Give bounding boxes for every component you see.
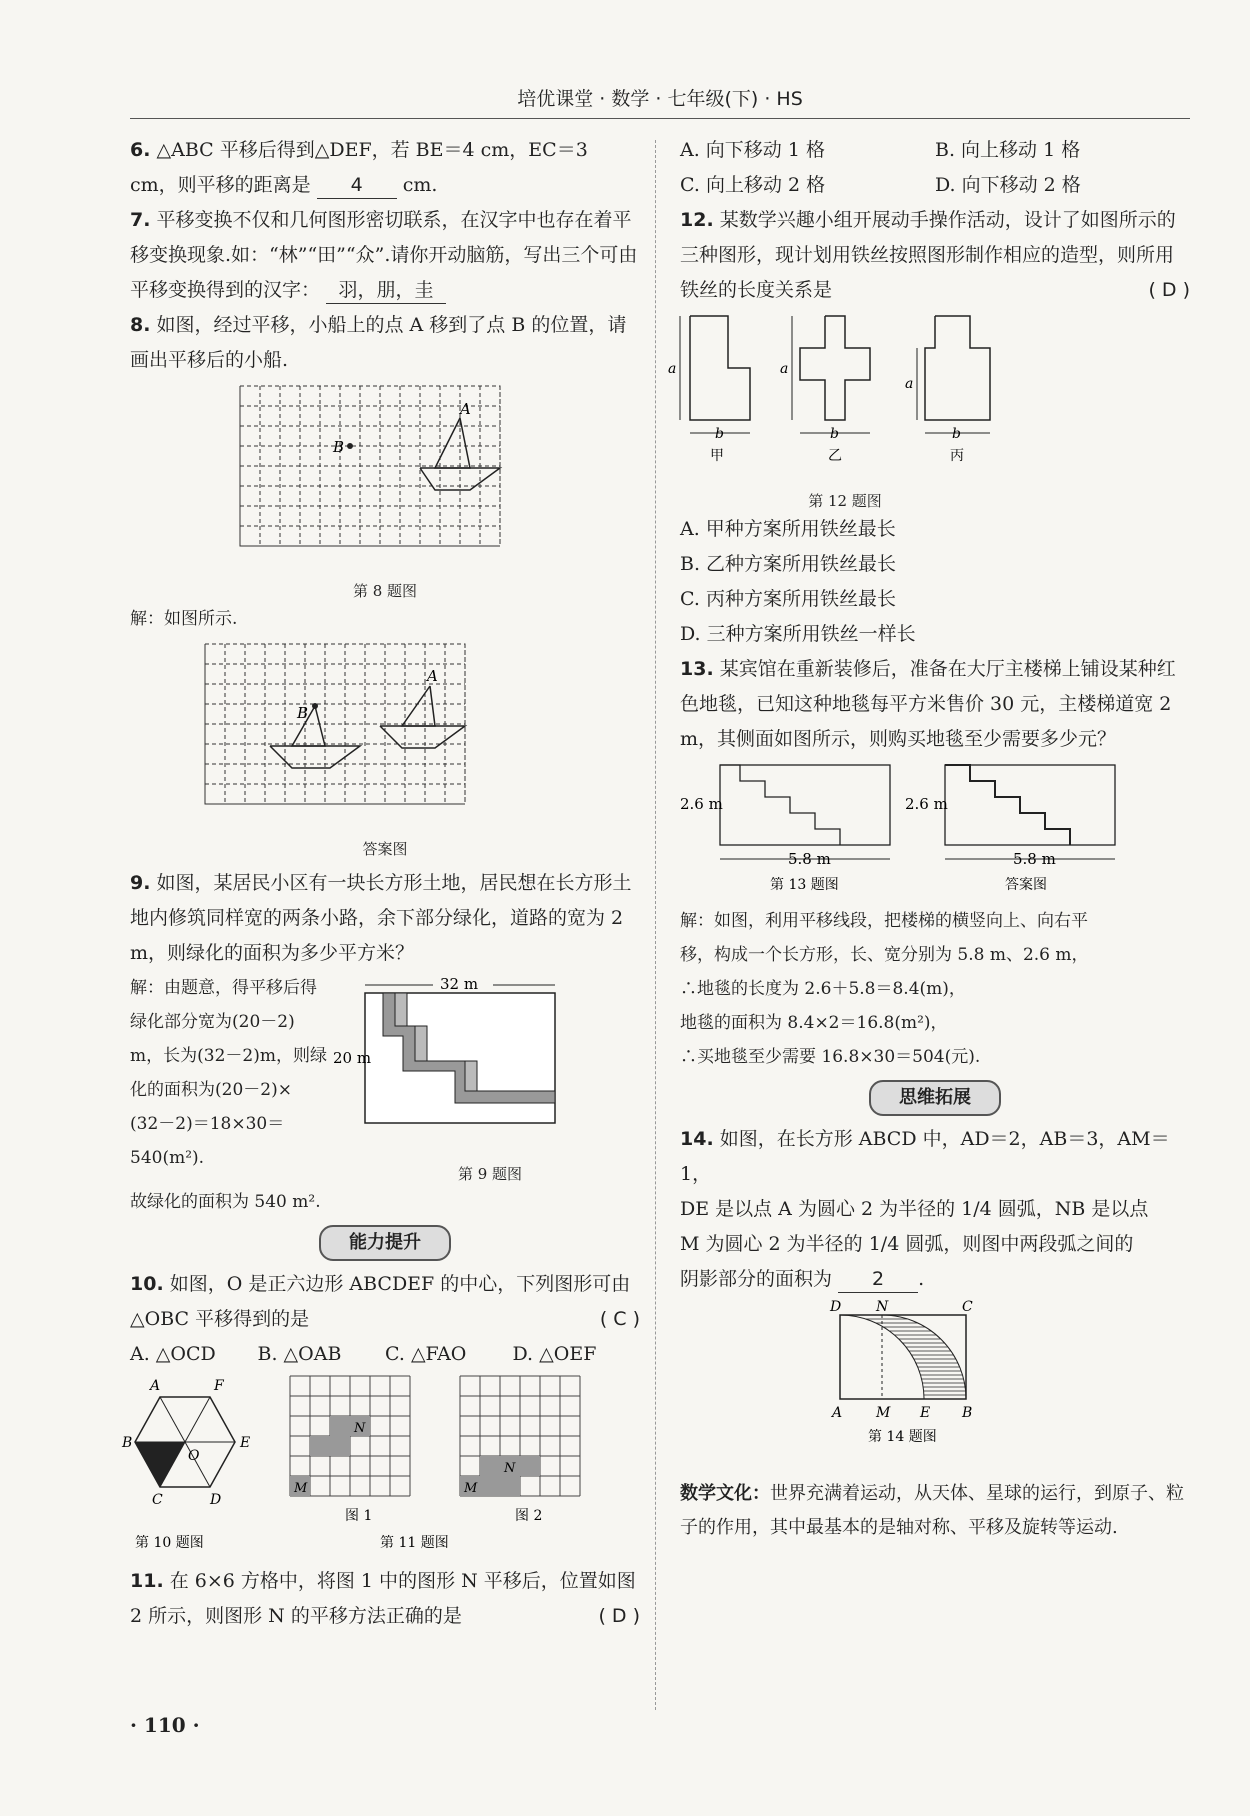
q7-text: 平移变换不仅和几何图形密切联系，在汉字中也存在着平移变换现象.如：“林”“田”“众”.请你开动脑筋，写出三个可由平移变换得到的汉字： <box>130 209 638 301</box>
q13-answer-width: 5.8 m <box>1013 850 1056 868</box>
q12-text: 某数学兴趣小组开展动手操作活动，设计了如图所示的三种图形，现计划用铁丝按照图形制作相应的造型，则所用铁丝的长度关系是 <box>680 209 1176 301</box>
q10-answer: ( C ) <box>599 1308 640 1330</box>
q6-answer: 4 <box>317 172 397 199</box>
fig1-label-m: M <box>294 1481 308 1496</box>
q8-caption: 第 8 题图 <box>352 582 418 600</box>
question-14: 14. 如图，在长方形 ABCD 中，AD＝2，AB＝3，AM＝1， DE 是以点 A 为圆心 2 为半径的 1/4 圆弧，NB 是以点 M 为圆心 2 为半径的 1/4 圆弧，则图中两段弧之间的 阴影部分的面积为 2 . <box>680 1122 1190 1297</box>
q14-answer: 2 <box>838 1266 918 1293</box>
hexagon-figure <box>121 1378 250 1508</box>
fig2-label-m: M <box>464 1481 478 1496</box>
q14-number: 14. <box>680 1128 714 1150</box>
math-culture <box>680 1477 1190 1545</box>
q10-q11-figures <box>122 1372 640 1552</box>
culture-text: 世界充满着运动，从天体、星球的运行，到原子、粒子的作用，其中最基本的是轴对称、平移及旋转等运动. <box>680 1483 1184 1538</box>
q11-choice: D. 向下移动 2 格 <box>935 174 1081 196</box>
q6-number: 6. <box>130 139 151 161</box>
page-header <box>130 82 1190 119</box>
hex-label-o: O <box>188 1448 200 1464</box>
q14-caption: 第 14 题图 <box>868 1429 937 1445</box>
q9-sol-line: 绿化部分宽为(20－2) <box>130 1012 295 1032</box>
column-divider <box>655 140 656 1710</box>
q9-caption: 第 9 题图 <box>457 1165 523 1183</box>
q9-sol-line: 化的面积为(20－2)× <box>130 1080 292 1100</box>
question-12 <box>680 203 1190 308</box>
q12-answer: ( D ) <box>1148 279 1190 301</box>
question-7 <box>130 203 640 308</box>
ability-banner: 能力提升 <box>319 1225 451 1261</box>
label-b: B <box>333 438 345 456</box>
answer-label-b: B <box>297 704 309 722</box>
question-13 <box>680 652 1190 757</box>
fig2-label: 图 2 <box>515 1508 543 1524</box>
fig1-label-n: N <box>354 1421 366 1436</box>
q11-text: 在 6×6 方格中，将图 1 中的图形 N 平移后，位置如图 2 所示，则图形 N 的平移方法正确的是 <box>130 1570 636 1627</box>
q8-solution: 解：如图所示. <box>130 609 238 629</box>
q13-width: 5.8 m <box>788 850 831 868</box>
q14-text-3: M 为圆心 2 为半径的 1/4 圆弧，则图中两段弧之间的 <box>680 1233 1134 1255</box>
q6-text: △ABC 平移后得到△DEF，若 BE＝4 cm，EC＝3 cm，则平移的距离是 <box>130 139 588 196</box>
q10-choice: C. △FAO <box>385 1343 467 1365</box>
label-bing: 丙 <box>950 448 964 464</box>
q13-answer-caption: 答案图 <box>1005 877 1047 893</box>
q10-choice: D. △OEF <box>512 1343 597 1365</box>
thinking-banner: 思维拓展 <box>869 1080 1001 1116</box>
question-9 <box>130 866 640 971</box>
q14-label-n: N <box>876 1299 889 1315</box>
q9-conclusion: 故绿化的面积为 540 m². <box>130 1192 321 1212</box>
q14-text-4: 阴影部分的面积为 <box>680 1268 833 1290</box>
q8-answer-figure <box>130 636 640 826</box>
label-a-1: a <box>668 361 677 377</box>
q11-choice: C. 向上移动 2 格 <box>680 174 826 196</box>
q14-figure <box>680 1297 1190 1447</box>
label-b-1: b <box>715 426 724 442</box>
q10-choices <box>130 1337 640 1372</box>
q9-sol-line: (32－2)＝18×30＝ <box>130 1114 285 1134</box>
q12-choice: A. 甲种方案所用铁丝最长 <box>680 518 896 540</box>
hex-label-a: A <box>150 1378 161 1394</box>
q14-label-a: A <box>832 1405 843 1421</box>
q11-answer: ( D ) <box>598 1605 640 1627</box>
q11-choice: B. 向上移动 1 格 <box>935 139 1081 161</box>
q9-text: 如图，某居民小区有一块长方形土地，居民想在长方形土地内修筑同样宽的两条小路，余下部分绿化，道路的宽为 2 m，则绿化的面积为多少平方米？ <box>130 872 632 964</box>
q14-label-b: B <box>962 1405 973 1421</box>
q6-unit: cm. <box>402 174 438 196</box>
culture-title: 数学文化： <box>680 1483 770 1504</box>
question-6 <box>130 133 640 203</box>
q14-text-1: 如图，在长方形 ABCD 中，AD＝2，AB＝3，AM＝1， <box>680 1128 1170 1185</box>
q9-solution <box>130 971 345 1185</box>
fig2-label-n: N <box>504 1461 516 1476</box>
label-a: A <box>460 400 471 418</box>
q11-choice: A. 向下移动 1 格 <box>680 139 825 161</box>
q11-number: 11. <box>130 1570 164 1592</box>
q13-caption: 第 13 题图 <box>770 877 839 893</box>
q9-height-label: 20 m <box>333 1049 372 1067</box>
q10-choice: A. △OCD <box>130 1343 216 1365</box>
q14-label-e: E <box>920 1405 931 1421</box>
q13-sol-line: 地毯的面积为 8.4×2＝16.8(m²)， <box>680 1013 948 1033</box>
q13-number: 13. <box>680 658 714 680</box>
q14-text-2: DE 是以点 A 为圆心 2 为半径的 1/4 圆弧，NB 是以点 <box>680 1198 1149 1220</box>
label-b-2: b <box>830 426 839 442</box>
q14-label-m: M <box>876 1405 891 1421</box>
q9-number: 9. <box>130 872 151 894</box>
question-8 <box>130 308 640 378</box>
q10-text: 如图，O 是正六边形 ABCDEF 的中心，下列图形可由△OBC 平移得到的是 <box>130 1273 631 1330</box>
q12-choice: D. 三种方案所用铁丝一样长 <box>680 623 916 645</box>
q10-number: 10. <box>130 1273 164 1295</box>
q7-answer: 羽，朋，圭 <box>326 277 446 304</box>
hex-label-b: B <box>122 1435 133 1451</box>
fig1-label: 图 1 <box>345 1508 373 1524</box>
q13-text: 某宾馆在重新装修后，准备在大厅主楼梯上铺设某种红色地毯，已知这种地毯每平方米售价 30 元，主楼梯道宽 2 m，其侧面如图所示，则购买地毯至少需要多少元？ <box>680 658 1176 750</box>
hex-label-f: F <box>214 1378 224 1394</box>
q9-figure <box>333 971 635 1151</box>
q9-width-label: 32 m <box>440 975 479 993</box>
q9-sol-line: m，长为(32－2)m，则绿 <box>130 1046 327 1066</box>
q13-sol-line: 解：如图，利用平移线段，把楼梯的横竖向上、向右平 <box>680 911 1088 931</box>
q10-caption: 第 10 题图 <box>135 1535 204 1551</box>
question-11 <box>130 1564 640 1634</box>
left-column <box>122 133 640 1634</box>
q9-body <box>130 971 640 1185</box>
q8-text: 如图，经过平移，小船上的点 A 移到了点 B 的位置，请画出平移后的小船. <box>130 314 627 371</box>
q13-sol-line: ∴买地毯至少需要 16.8×30＝504(元). <box>680 1047 981 1067</box>
hex-label-d: D <box>210 1492 222 1508</box>
q13-sol-line: 移，构成一个长方形，长、宽分别为 5.8 m、2.6 m， <box>680 945 1089 965</box>
hex-label-c: C <box>152 1492 163 1508</box>
right-column <box>668 133 1190 1545</box>
q10-choice: B. △OAB <box>257 1343 342 1365</box>
q13-answer-height: 2.6 m <box>905 795 948 813</box>
q11-choices-row2 <box>680 168 1190 203</box>
q13-figures <box>680 757 1190 892</box>
label-a-2: a <box>780 361 789 377</box>
q9-sol-line: 540(m²). <box>130 1148 205 1168</box>
q11-caption: 第 11 题图 <box>380 1535 449 1551</box>
answer-label-a: A <box>427 667 438 685</box>
q7-number: 7. <box>130 209 151 231</box>
q12-caption: 第 12 题图 <box>808 492 882 510</box>
hex-label-e: E <box>240 1435 251 1451</box>
q13-height: 2.6 m <box>680 795 723 813</box>
q9-figure-wrap <box>333 971 635 1185</box>
q11-choices-row1 <box>680 133 1190 168</box>
q12-number: 12. <box>680 209 714 231</box>
q14-label-d: D <box>830 1299 842 1315</box>
label-jia: 甲 <box>710 448 724 464</box>
q8-answer-caption: 答案图 <box>362 840 408 858</box>
label-yi: 乙 <box>828 448 842 464</box>
q12-choice: C. 丙种方案所用铁丝最长 <box>680 588 896 610</box>
q12-figure <box>668 308 1190 478</box>
q14-label-c: C <box>962 1299 973 1315</box>
q13-sol-line: ∴地毯的长度为 2.6＋5.8＝8.4(m)， <box>680 979 966 999</box>
page-number: · 110 · <box>130 1713 200 1737</box>
question-10 <box>130 1267 640 1337</box>
q8-grid-figure <box>130 378 640 568</box>
q8-number: 8. <box>130 314 151 336</box>
label-b-3: b <box>952 426 961 442</box>
q9-sol-line: 解：由题意，得平移后得 <box>130 978 317 998</box>
point-b <box>347 443 353 449</box>
header-title: 培优课堂 · 数学 · 七年级(下) · HS <box>517 88 803 110</box>
q12-choice: B. 乙种方案所用铁丝最长 <box>680 553 897 575</box>
label-a-3: a <box>905 376 914 392</box>
